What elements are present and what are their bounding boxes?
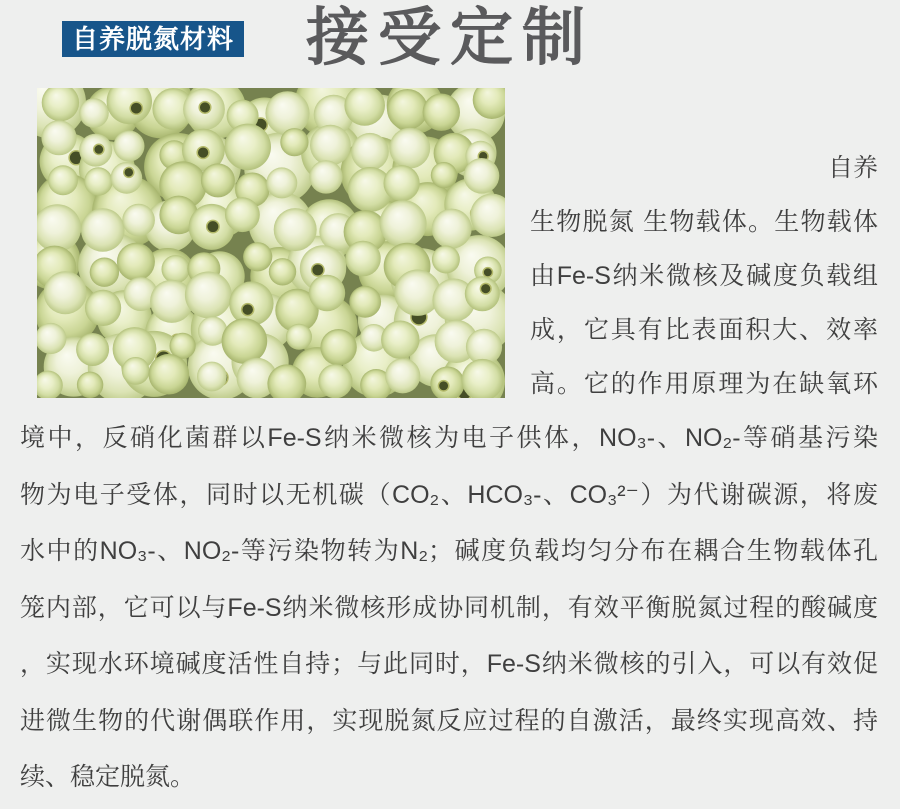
beads-image: [37, 88, 505, 398]
description-line: 物为电子受体，同时以无机碳（CO₂、HCO₃-、CO₃²⁻）为代谢碳源，将废: [20, 480, 878, 509]
description-line: 境中，反硝化菌群以Fe-S纳米微核为电子供体，NO₃-、NO₂-等硝基污染: [20, 424, 878, 452]
description-line: 笼内部，它可以与Fe-S纳米微核形成协同机制，有效平衡脱氮过程的酸碱度: [20, 593, 878, 622]
description-line: 成，它具有比表面积大、效率: [530, 316, 878, 344]
description-full-width: [20, 410, 878, 806]
page-title: 接受定制: [306, 3, 594, 73]
description-line: 自养: [827, 154, 878, 182]
product-badge: 自养脱氮材料: [62, 21, 244, 57]
product-photo: [37, 88, 505, 398]
description-line: 水中的NO₃-、NO₂-等污染物转为N₂；碱度负载均匀分布在耦合生物载体孔: [20, 537, 878, 565]
description-right-column: [530, 141, 878, 411]
description-line: ，实现水环境碱度活性自持；与此同时，Fe-S纳米微核的引入，可以有效促: [20, 650, 878, 678]
description-line: 续、稳定脱氮。: [20, 763, 196, 791]
description-line: 进微生物的代谢偶联作用，实现脱氮反应过程的自激活，最终实现高效、持: [20, 706, 878, 735]
description-line: 生物脱氮 生物载体。生物载体: [530, 208, 878, 236]
description-line: 由Fe-S纳米微核及碱度负载组: [530, 262, 878, 290]
description-line: 高。它的作用原理为在缺氧环: [530, 370, 878, 398]
